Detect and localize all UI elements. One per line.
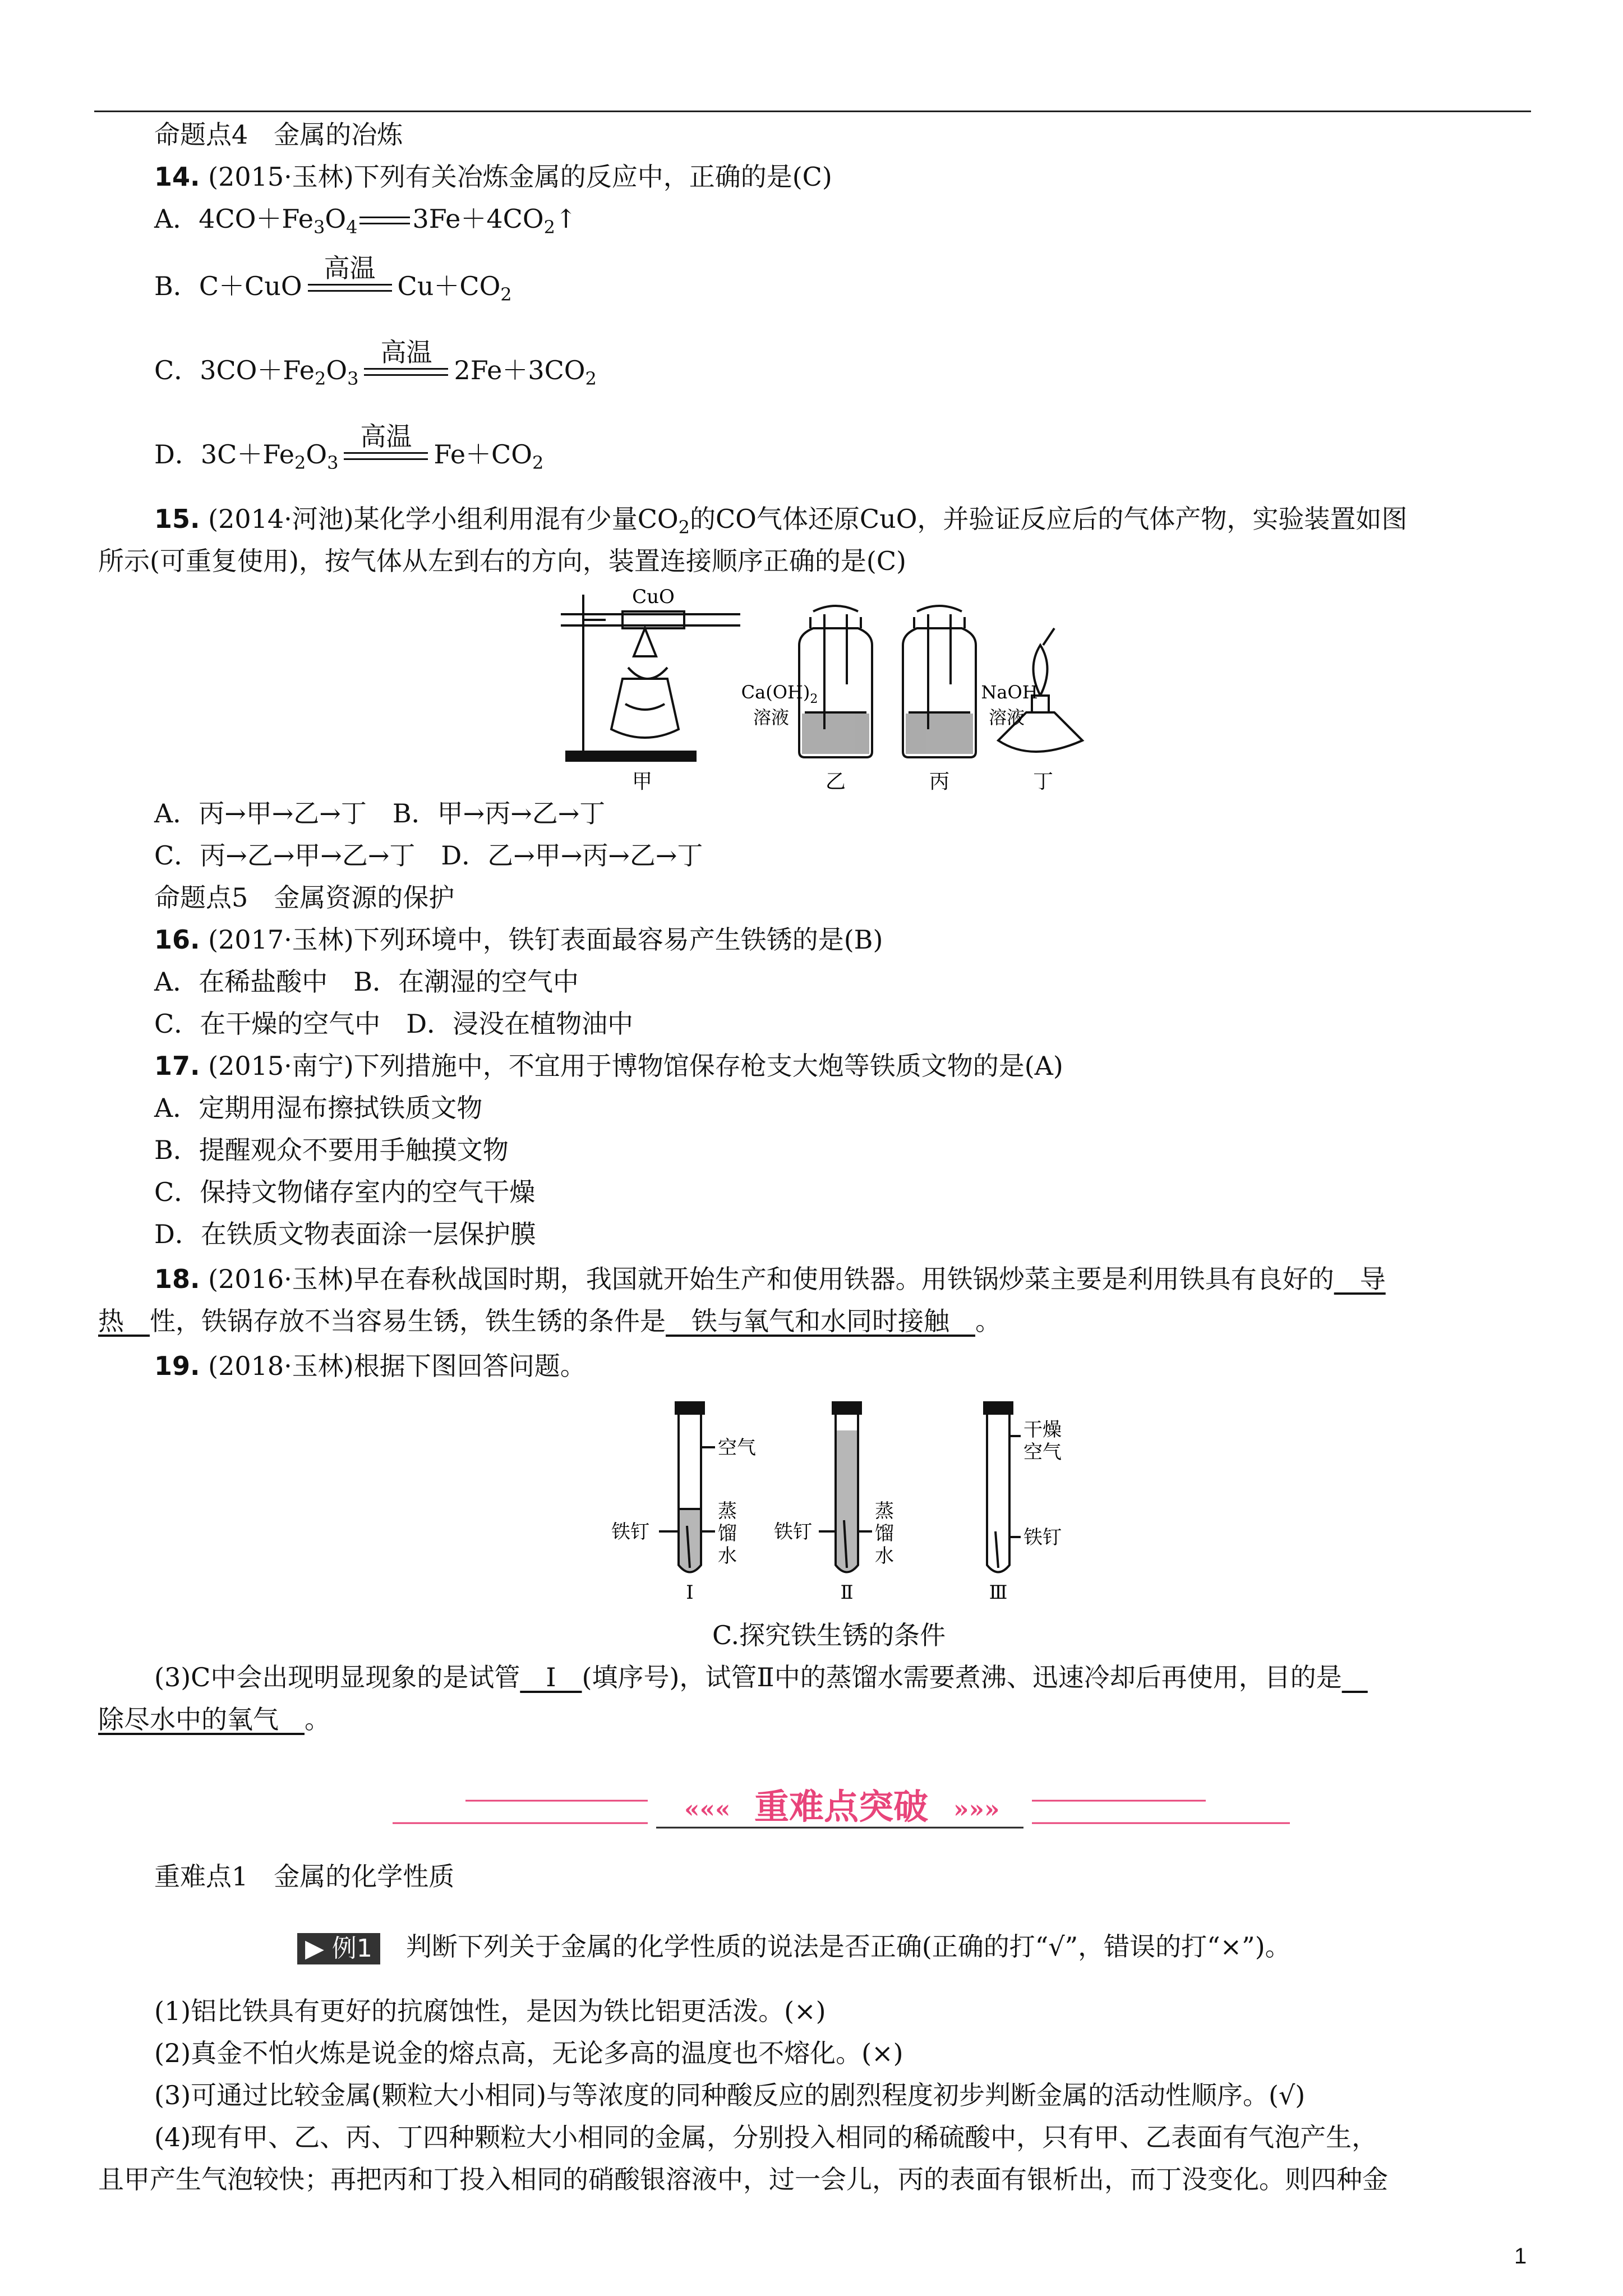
label-ding: 丁 bbox=[1032, 770, 1054, 793]
label-air: 空气 bbox=[718, 1437, 756, 1459]
page-number: 1 bbox=[1514, 2244, 1527, 2269]
question-19-part3: (3)C中会出现明显现象的是试管__Ⅰ__(填序号)，试管Ⅱ中的蒸馏水需要煮沸、迅速冷却后再使用，目的是__ bbox=[154, 1662, 1368, 1692]
options-15-ab: A．丙→甲→乙→丁 B．甲→丙→乙→丁 bbox=[154, 798, 606, 829]
example-item-3: (3)可通过比较金属(颗粒大小相同)与等浓度的同种酸反应的剧烈程度初步判断金属的活动性顺序。(√) bbox=[154, 2080, 1306, 2110]
example-item-2: (2)真金不怕火炼是说金的熔点高，无论多高的温度也不熔化。(×) bbox=[154, 2038, 903, 2068]
equals-sign bbox=[359, 215, 410, 227]
label-water-1a: 蒸 bbox=[718, 1500, 737, 1522]
options-15-cd: C．丙→乙→甲→乙→丁 D．乙→甲→丙→乙→丁 bbox=[154, 840, 703, 871]
option-14b: B．C＋CuO 高温 $Cu+CO_2$ bbox=[154, 253, 512, 305]
reaction-arrow: 高温 bbox=[308, 283, 392, 294]
section-heading: 命题点5 金属资源的保护 bbox=[154, 882, 455, 913]
question-18: 18. (2016·玉林)早在春秋战国时期，我国就开始生产和使用铁器。用铁锅炒菜主要是利用铁具有良好的__导 bbox=[154, 1264, 1386, 1294]
label-bing: 丙 bbox=[929, 770, 950, 793]
banner-right-chevrons: »»» bbox=[953, 1795, 1000, 1824]
example-item-1: (1)铝比铁具有更好的抗腐蚀性，是因为铁比铝更活泼。(×) bbox=[154, 1996, 826, 2026]
label-solution-1: 溶液 bbox=[753, 707, 790, 728]
label-water-1b: 馏 bbox=[718, 1522, 737, 1545]
label-jia: 甲 bbox=[631, 770, 653, 793]
banner-left-chevrons: ««« bbox=[684, 1795, 731, 1824]
section-heading: 重难点1 金属的化学性质 bbox=[154, 1861, 455, 1892]
apparatus-figure bbox=[550, 583, 1122, 797]
reaction-arrow: 高温 bbox=[344, 451, 428, 462]
label-cuo: CuO bbox=[632, 586, 675, 608]
section-heading: 命题点4 金属的冶炼 bbox=[154, 119, 403, 150]
question-15: 15. (2014·河池)某化学小组利用混有少量$CO_2$的CO气体还原CuO，并验证反应后的气体产物，实验装置如图 bbox=[154, 504, 1408, 538]
example-tag: ▶ 例1 bbox=[297, 1933, 380, 1964]
option-17b: B．提醒观众不要用手触摸文物 bbox=[154, 1135, 509, 1165]
figure-caption: C.探究铁生锈的条件 bbox=[712, 1620, 946, 1650]
example-item-4: (4)现有甲、乙、丙、丁四种颗粒大小相同的金属，分别投入相同的稀硫酸中，只有甲、乙表面有气泡产生， bbox=[154, 2122, 1378, 2152]
label-solution-2: 溶液 bbox=[988, 707, 1025, 728]
question-17: 17. (2015·南宁)下列措施中，不宜用于博物馆保存枪支大炮等铁质文物的是(A) bbox=[154, 1051, 1063, 1081]
question-19: 19. (2018·玉林)根据下图回答问题。 bbox=[154, 1351, 586, 1381]
option-14c: C．$3CO+Fe_2O_3$ 高温 $2Fe+3CO_2$ bbox=[154, 337, 597, 389]
question-19-part3-line2: 除尽水中的氧气__。 bbox=[98, 1704, 330, 1734]
label-nail-1: 铁钉 bbox=[611, 1521, 649, 1543]
label-tube-3: Ⅲ bbox=[989, 1581, 1008, 1604]
label-yi: 乙 bbox=[825, 770, 846, 793]
options-16-ab: A．在稀盐酸中 B．在潮湿的空气中 bbox=[154, 967, 579, 997]
label-dry-a: 干燥 bbox=[1023, 1419, 1062, 1441]
reaction-arrow: 高温 bbox=[364, 367, 448, 378]
label-water-2a: 蒸 bbox=[875, 1500, 894, 1522]
label-water-2c: 水 bbox=[875, 1545, 894, 1567]
label-water-1c: 水 bbox=[718, 1545, 737, 1567]
option-17c: C．保持文物储存室内的空气干燥 bbox=[154, 1177, 536, 1207]
section-banner bbox=[393, 1784, 1290, 1834]
banner-title: 重难点突破 bbox=[754, 1786, 929, 1827]
label-tube-2: Ⅱ bbox=[840, 1581, 854, 1604]
example-item-4-line2: 且甲产生气泡较快；再把丙和丁投入相同的硝酸银溶液中，过一会儿，丙的表面有银析出，而丁没变化。则四种金 bbox=[98, 2164, 1388, 2194]
question-14: 14. (2015·玉林)下列有关冶炼金属的反应中，正确的是(C) bbox=[154, 162, 832, 192]
question-18-line2: 热__性，铁锅存放不当容易生锈，铁生锈的条件是__铁与氧气和水同时接触__。 bbox=[98, 1306, 1001, 1336]
label-nail-2: 铁钉 bbox=[774, 1521, 812, 1543]
label-nail-3: 铁钉 bbox=[1023, 1526, 1062, 1549]
rust-test-figure bbox=[611, 1397, 1105, 1610]
top-rule bbox=[94, 111, 1531, 112]
option-14d: D．$3C+Fe_2O_3$ 高温 $Fe+CO_2$ bbox=[154, 421, 544, 473]
label-caoh2: $Ca(OH)_2$ bbox=[741, 682, 818, 706]
question-16: 16. (2017·玉林)下列环境中，铁钉表面最容易产生铁锈的是(B) bbox=[154, 924, 883, 955]
label-naoh: NaOH bbox=[981, 682, 1038, 703]
example-1: ▶ 例1 判断下列关于金属的化学性质的说法是否正确(正确的打“√”，错误的打“×”)。 bbox=[297, 1930, 1291, 1964]
options-16-cd: C．在干燥的空气中 D．浸没在植物油中 bbox=[154, 1009, 634, 1039]
label-water-2b: 馏 bbox=[875, 1522, 894, 1545]
label-tube-1: Ⅰ bbox=[686, 1581, 694, 1604]
option-14a: A．$4CO+Fe_3O_4$ $3Fe+4CO_2↑$ bbox=[154, 204, 577, 238]
option-17d: D．在铁质文物表面涂一层保护膜 bbox=[154, 1219, 536, 1249]
label-dry-b: 空气 bbox=[1023, 1441, 1062, 1464]
question-15-line2: 所示(可重复使用)，按气体从左到右的方向，装置连接顺序正确的是(C) bbox=[98, 546, 906, 576]
option-17a: A．定期用湿布擦拭铁质文物 bbox=[154, 1093, 483, 1123]
